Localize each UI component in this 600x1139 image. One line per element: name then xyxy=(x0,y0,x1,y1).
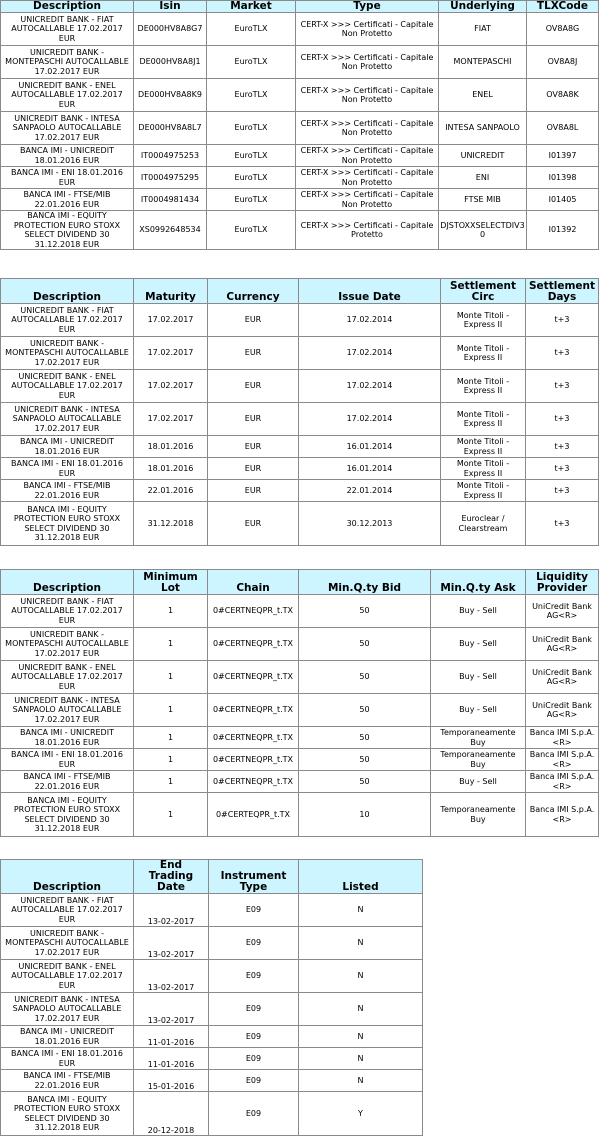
table-cell: DJSTOXXSELECTDIV30 xyxy=(439,211,527,250)
table-cell: Banca IMI S.p.A.<R> xyxy=(526,793,599,837)
table-row xyxy=(1,46,599,79)
table-body xyxy=(1,13,599,250)
table-cell: t+3 xyxy=(526,337,599,370)
table-row xyxy=(1,661,599,694)
description-cell: BANCA IMI - FTSE/MIB 22.01.2016 EUR xyxy=(1,771,134,793)
table-cell: E09 xyxy=(209,1026,299,1048)
table-header-row xyxy=(1,279,599,304)
table-cell: DE000HV8A8J1 xyxy=(134,46,207,79)
table-cell: EUR xyxy=(208,436,299,458)
table-cell: Monte Titoli - Express II xyxy=(441,480,526,502)
table-row xyxy=(1,628,599,661)
table-cell: 17.02.2014 xyxy=(299,304,441,337)
table-cell: 1 xyxy=(134,727,208,749)
table-cell: 50 xyxy=(299,595,431,628)
table-cell: Monte Titoli - Express II xyxy=(441,337,526,370)
table-cell: 1 xyxy=(134,749,208,771)
table-header-row xyxy=(1,1,599,13)
table-cell: 50 xyxy=(299,771,431,793)
table-cell: UniCredit Bank AG<R> xyxy=(526,628,599,661)
table-cell: 50 xyxy=(299,727,431,749)
table-cell: 50 xyxy=(299,628,431,661)
description-cell: UNICREDIT BANK - ENEL AUTOCALLABLE 17.02.2017 EUR xyxy=(1,79,134,112)
table-cell: 1 xyxy=(134,595,208,628)
table-header-row xyxy=(1,860,423,894)
description-cell: BANCA IMI - ENI 18.01.2016 EUR xyxy=(1,749,134,771)
table-cell: 17.02.2014 xyxy=(299,403,441,436)
table-cell: Temporaneamente Buy xyxy=(431,793,526,837)
table-cell: 17.02.2017 xyxy=(134,370,208,403)
table-cell: CERT-X >>> Certificati - Capitale Protetto xyxy=(296,211,439,250)
table-cell: EuroTLX xyxy=(207,13,296,46)
table-cell: FTSE MIB xyxy=(439,189,527,211)
table-cell: 1 xyxy=(134,771,208,793)
table-cell: N xyxy=(299,1048,423,1070)
table-cell: CERT-X >>> Certificati - Capitale Non Protetto xyxy=(296,13,439,46)
description-cell: UNICREDIT BANK - FIAT AUTOCALLABLE 17.02.2017 EUR xyxy=(1,304,134,337)
table-cell: 31.12.2018 xyxy=(134,502,208,546)
table-cell: E09 xyxy=(209,1070,299,1092)
table-cell: OV8A8L xyxy=(527,112,599,145)
table-cell: Buy - Sell xyxy=(431,595,526,628)
table-cell: EuroTLX xyxy=(207,189,296,211)
table-cell: 1 xyxy=(134,661,208,694)
table-row xyxy=(1,304,599,337)
description-cell: BANCA IMI - FTSE/MIB 22.01.2016 EUR xyxy=(1,480,134,502)
table-cell: t+3 xyxy=(526,403,599,436)
table-cell: 1 xyxy=(134,694,208,727)
table-cell: Monte Titoli - Express II xyxy=(441,403,526,436)
description-cell: BANCA IMI - ENI 18.01.2016 EUR xyxy=(1,458,134,480)
table-row xyxy=(1,458,599,480)
column-header: Type xyxy=(296,1,439,13)
table-cell: Buy - Sell xyxy=(431,771,526,793)
table-cell: EUR xyxy=(208,502,299,546)
table-row xyxy=(1,403,599,436)
table-row xyxy=(1,1026,423,1048)
table-body xyxy=(1,894,423,1136)
table-cell: IT0004981434 xyxy=(134,189,207,211)
table-cell: EUR xyxy=(208,480,299,502)
description-cell: UNICREDIT BANK - MONTEPASCHI AUTOCALLABLE 17.02.2017 EUR xyxy=(1,927,134,960)
description-cell: UNICREDIT BANK - INTESA SANPAOLO AUTOCALLABLE 17.02.2017 EUR xyxy=(1,993,134,1026)
table-cell: N xyxy=(299,1026,423,1048)
table-cell: DE000HV8A8K9 xyxy=(134,79,207,112)
description-cell: UNICREDIT BANK - FIAT AUTOCALLABLE 17.02.2017 EUR xyxy=(1,595,134,628)
table-row xyxy=(1,960,423,993)
column-header: Description xyxy=(1,860,134,894)
table-row xyxy=(1,771,599,793)
description-cell: BANCA IMI - UNICREDIT 18.01.2016 EUR xyxy=(1,145,134,167)
table-cell: FIAT xyxy=(439,13,527,46)
description-cell: UNICREDIT BANK - ENEL AUTOCALLABLE 17.02.2017 EUR xyxy=(1,370,134,403)
column-header: Settlement Days xyxy=(526,279,599,304)
table-cell: IT0004975295 xyxy=(134,167,207,189)
table-cell: CERT-X >>> Certificati - Capitale Non Protetto xyxy=(296,46,439,79)
column-header: Description xyxy=(1,570,134,595)
table-cell: I01398 xyxy=(527,167,599,189)
table-row xyxy=(1,927,423,960)
table-body xyxy=(1,304,599,546)
table-cell: 0#CERTNEQPR_t.TX xyxy=(208,771,299,793)
table-row xyxy=(1,595,599,628)
table-cell: t+3 xyxy=(526,480,599,502)
table-row xyxy=(1,370,599,403)
table-row xyxy=(1,211,599,250)
table-cell: CERT-X >>> Certificati - Capitale Non Protetto xyxy=(296,167,439,189)
table-cell: INTESA SANPAOLO xyxy=(439,112,527,145)
column-header: TLXCode xyxy=(527,1,599,13)
table-cell: 0#CERTNEQPR_t.TX xyxy=(208,727,299,749)
table-cell: 18.01.2016 xyxy=(134,436,208,458)
table-cell: 17.02.2017 xyxy=(134,337,208,370)
description-cell: UNICREDIT BANK - ENEL AUTOCALLABLE 17.02.2017 EUR xyxy=(1,661,134,694)
table-cell: Buy - Sell xyxy=(431,628,526,661)
table-cell: N xyxy=(299,894,423,927)
table-cell: 0#CERTNEQPR_t.TX xyxy=(208,628,299,661)
table-cell: t+3 xyxy=(526,458,599,480)
column-header: Liquidity Provider xyxy=(526,570,599,595)
table-cell: E09 xyxy=(209,1048,299,1070)
table-cell: 22.01.2016 xyxy=(134,480,208,502)
description-cell: BANCA IMI - UNICREDIT 18.01.2016 EUR xyxy=(1,727,134,749)
table-row xyxy=(1,337,599,370)
table-header-row xyxy=(1,570,599,595)
column-header: Min.Q.ty Ask xyxy=(431,570,526,595)
description-cell: UNICREDIT BANK - ENEL AUTOCALLABLE 17.02.2017 EUR xyxy=(1,960,134,993)
table-cell: Temporaneamente Buy xyxy=(431,727,526,749)
column-header: Settlement Circ xyxy=(441,279,526,304)
column-header: Issue Date xyxy=(299,279,441,304)
table-cell: 17.02.2014 xyxy=(299,370,441,403)
table-row xyxy=(1,1092,423,1136)
table-row xyxy=(1,112,599,145)
description-cell: BANCA IMI - EQUITY PROTECTION EURO STOXX SELECT DIVIDEND 30 31.12.2018 EUR xyxy=(1,793,134,837)
table-cell: 16.01.2014 xyxy=(299,458,441,480)
table-cell: 0#CERTNEQPR_t.TX xyxy=(208,749,299,771)
table-cell: E09 xyxy=(209,894,299,927)
table-cell: 20-12-2018 xyxy=(134,1092,209,1136)
table-row xyxy=(1,167,599,189)
table-cell: 13-02-2017 xyxy=(134,894,209,927)
description-cell: UNICREDIT BANK - MONTEPASCHI AUTOCALLABLE 17.02.2017 EUR xyxy=(1,46,134,79)
table-cell: EuroTLX xyxy=(207,46,296,79)
description-cell: BANCA IMI - EQUITY PROTECTION EURO STOXX SELECT DIVIDEND 30 31.12.2018 EUR xyxy=(1,211,134,250)
table-cell: 50 xyxy=(299,749,431,771)
table-cell: N xyxy=(299,993,423,1026)
column-header: Isin xyxy=(134,1,207,13)
table-cell: I01405 xyxy=(527,189,599,211)
table-cell: Banca IMI S.p.A.<R> xyxy=(526,727,599,749)
column-header: End Trading Date xyxy=(134,860,209,894)
table-cell: 13-02-2017 xyxy=(134,927,209,960)
table-cell: MONTEPASCHI xyxy=(439,46,527,79)
table-cell: Monte Titoli - Express II xyxy=(441,458,526,480)
table-cell: N xyxy=(299,927,423,960)
table-cell: 11-01-2016 xyxy=(134,1048,209,1070)
table-cell: 1 xyxy=(134,793,208,837)
description-cell: BANCA IMI - UNICREDIT 18.01.2016 EUR xyxy=(1,1026,134,1048)
table-cell: 0#CERTNEQPR_t.TX xyxy=(208,661,299,694)
table-cell: CERT-X >>> Certificati - Capitale Non Protetto xyxy=(296,189,439,211)
table-cell: EuroTLX xyxy=(207,79,296,112)
table-cell: Monte Titoli - Express II xyxy=(441,304,526,337)
table-cell: Monte Titoli - Express II xyxy=(441,436,526,458)
description-cell: BANCA IMI - FTSE/MIB 22.01.2016 EUR xyxy=(1,1070,134,1092)
table-row xyxy=(1,480,599,502)
table-cell: EUR xyxy=(208,337,299,370)
table-cell: Banca IMI S.p.A.<R> xyxy=(526,771,599,793)
table-row xyxy=(1,13,599,46)
table-row xyxy=(1,727,599,749)
table-cell: t+3 xyxy=(526,370,599,403)
table-cell: UNICREDIT xyxy=(439,145,527,167)
column-header: Underlying xyxy=(439,1,527,13)
listing-table xyxy=(0,859,423,1136)
table-cell: CERT-X >>> Certificati - Capitale Non Protetto xyxy=(296,145,439,167)
column-header: Listed xyxy=(299,860,423,894)
table-cell: Euroclear / Clearstream xyxy=(441,502,526,546)
column-header: Min.Q.ty Bid xyxy=(299,570,431,595)
table-cell: 50 xyxy=(299,661,431,694)
table-cell: XS0992648534 xyxy=(134,211,207,250)
table-cell: 0#CERTNEQPR_t.TX xyxy=(208,694,299,727)
table-cell: 13-02-2017 xyxy=(134,993,209,1026)
description-cell: UNICREDIT BANK - INTESA SANPAOLO AUTOCALLABLE 17.02.2017 EUR xyxy=(1,403,134,436)
table-cell: 30.12.2013 xyxy=(299,502,441,546)
table-cell: E09 xyxy=(209,960,299,993)
description-cell: BANCA IMI - ENI 18.01.2016 EUR xyxy=(1,1048,134,1070)
table-body xyxy=(1,595,599,837)
table-cell: N xyxy=(299,960,423,993)
description-cell: BANCA IMI - EQUITY PROTECTION EURO STOXX SELECT DIVIDEND 30 31.12.2018 EUR xyxy=(1,502,134,546)
table-cell: E09 xyxy=(209,993,299,1026)
column-header: Instrument Type xyxy=(209,860,299,894)
table-cell: EUR xyxy=(208,304,299,337)
column-header: Minimum Lot xyxy=(134,570,208,595)
table-cell: I01397 xyxy=(527,145,599,167)
table-cell: 50 xyxy=(299,694,431,727)
table-row xyxy=(1,993,423,1026)
table-cell: Banca IMI S.p.A.<R> xyxy=(526,749,599,771)
table-cell: Buy - Sell xyxy=(431,661,526,694)
table-row xyxy=(1,1070,423,1092)
table-row xyxy=(1,894,423,927)
table-cell: Temporaneamente Buy xyxy=(431,749,526,771)
table-cell: CERT-X >>> Certificati - Capitale Non Protetto xyxy=(296,112,439,145)
table-cell: 13-02-2017 xyxy=(134,960,209,993)
table-row xyxy=(1,793,599,837)
column-header: Description xyxy=(1,1,134,13)
table-cell: I01392 xyxy=(527,211,599,250)
table-cell: 1 xyxy=(134,628,208,661)
table-cell: EuroTLX xyxy=(207,112,296,145)
table-cell: EUR xyxy=(208,458,299,480)
table-cell: 17.02.2017 xyxy=(134,304,208,337)
table-row xyxy=(1,502,599,546)
table-cell: t+3 xyxy=(526,304,599,337)
description-cell: UNICREDIT BANK - FIAT AUTOCALLABLE 17.02.2017 EUR xyxy=(1,13,134,46)
table-cell: EUR xyxy=(208,370,299,403)
table-cell: ENEL xyxy=(439,79,527,112)
table-cell: Monte Titoli - Express II xyxy=(441,370,526,403)
table-cell: 11-01-2016 xyxy=(134,1026,209,1048)
table-row xyxy=(1,694,599,727)
table-cell: N xyxy=(299,1070,423,1092)
table-row xyxy=(1,189,599,211)
description-cell: BANCA IMI - ENI 18.01.2016 EUR xyxy=(1,167,134,189)
description-cell: UNICREDIT BANK - MONTEPASCHI AUTOCALLABLE 17.02.2017 EUR xyxy=(1,628,134,661)
column-header: Chain xyxy=(208,570,299,595)
column-header: Market xyxy=(207,1,296,13)
description-cell: UNICREDIT BANK - FIAT AUTOCALLABLE 17.02.2017 EUR xyxy=(1,894,134,927)
table-row xyxy=(1,1048,423,1070)
table-cell: DE000HV8A8G7 xyxy=(134,13,207,46)
settlement-table xyxy=(0,278,599,546)
table-cell: EuroTLX xyxy=(207,167,296,189)
table-row xyxy=(1,79,599,112)
table-cell: 0#CERTNEQPR_t.TX xyxy=(208,595,299,628)
table-cell: Buy - Sell xyxy=(431,694,526,727)
table-cell: 16.01.2014 xyxy=(299,436,441,458)
table-cell: EuroTLX xyxy=(207,145,296,167)
table-row xyxy=(1,145,599,167)
table-cell: UniCredit Bank AG<R> xyxy=(526,595,599,628)
table-cell: OV8A8J xyxy=(527,46,599,79)
table-cell: t+3 xyxy=(526,436,599,458)
description-cell: BANCA IMI - FTSE/MIB 22.01.2016 EUR xyxy=(1,189,134,211)
table-cell: E09 xyxy=(209,927,299,960)
table-cell: Y xyxy=(299,1092,423,1136)
table-cell: 15-01-2016 xyxy=(134,1070,209,1092)
table-cell: 10 xyxy=(299,793,431,837)
table-cell: IT0004975253 xyxy=(134,145,207,167)
table-cell: 0#CERTEQPR_t.TX xyxy=(208,793,299,837)
description-cell: UNICREDIT BANK - INTESA SANPAOLO AUTOCALLABLE 17.02.2017 EUR xyxy=(1,694,134,727)
column-header: Description xyxy=(1,279,134,304)
table-cell: OV8A8G xyxy=(527,13,599,46)
description-cell: BANCA IMI - EQUITY PROTECTION EURO STOXX SELECT DIVIDEND 30 31.12.2018 EUR xyxy=(1,1092,134,1136)
table-cell: E09 xyxy=(209,1092,299,1136)
table-cell: EuroTLX xyxy=(207,211,296,250)
table-cell: 22.01.2014 xyxy=(299,480,441,502)
table-cell: UniCredit Bank AG<R> xyxy=(526,661,599,694)
description-cell: UNICREDIT BANK - INTESA SANPAOLO AUTOCALLABLE 17.02.2017 EUR xyxy=(1,112,134,145)
table-row xyxy=(1,749,599,771)
trading-table xyxy=(0,569,599,837)
table-cell: 17.02.2014 xyxy=(299,337,441,370)
column-header: Currency xyxy=(208,279,299,304)
table-cell: t+3 xyxy=(526,502,599,546)
description-cell: UNICREDIT BANK - MONTEPASCHI AUTOCALLABLE 17.02.2017 EUR xyxy=(1,337,134,370)
table-cell: 18.01.2016 xyxy=(134,458,208,480)
table-row xyxy=(1,436,599,458)
description-cell: BANCA IMI - UNICREDIT 18.01.2016 EUR xyxy=(1,436,134,458)
table-cell: CERT-X >>> Certificati - Capitale Non Protetto xyxy=(296,79,439,112)
table-cell: DE000HV8A8L7 xyxy=(134,112,207,145)
table-cell: OV8A8K xyxy=(527,79,599,112)
column-header: Maturity xyxy=(134,279,208,304)
instrument-table xyxy=(0,0,599,250)
table-cell: 17.02.2017 xyxy=(134,403,208,436)
table-cell: UniCredit Bank AG<R> xyxy=(526,694,599,727)
table-cell: ENI xyxy=(439,167,527,189)
table-cell: EUR xyxy=(208,403,299,436)
